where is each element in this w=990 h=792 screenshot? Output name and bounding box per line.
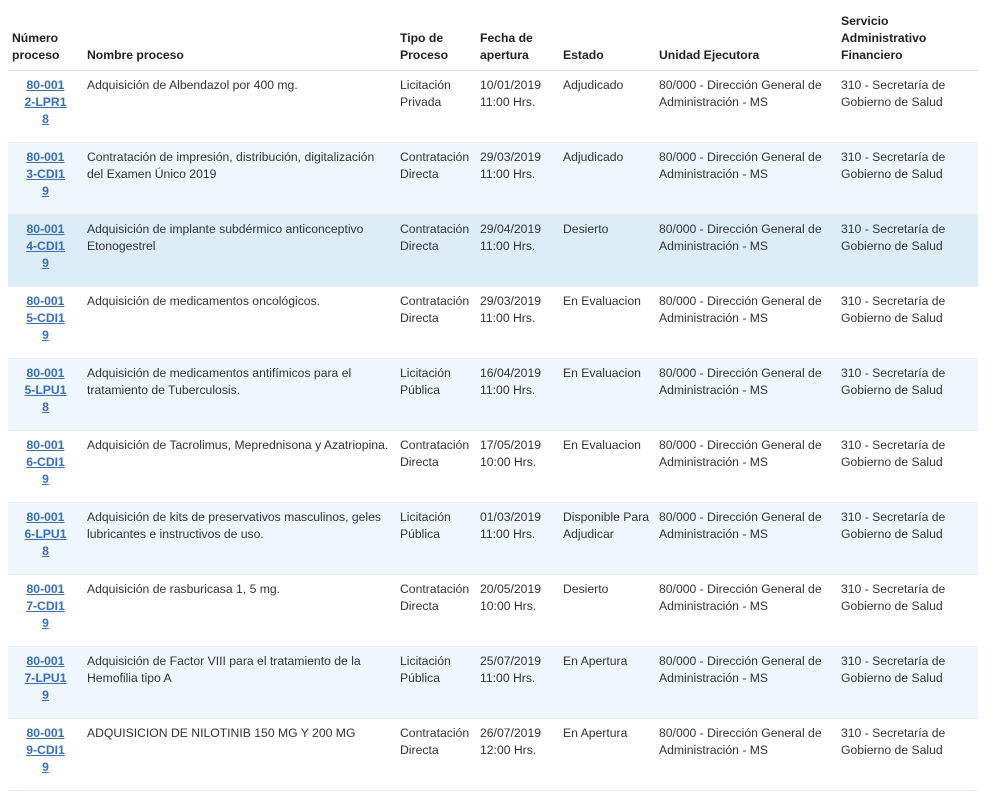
header-numero-proceso: Número proceso <box>8 0 83 71</box>
cell-tipo: Contratación Directa <box>396 431 476 503</box>
cell-estado: Desierto <box>559 215 655 287</box>
cell-fecha: 29/04/2019 11:00 Hrs. <box>476 215 559 287</box>
proceso-link[interactable]: 80-0017-LPU19 <box>24 654 67 702</box>
cell-servicio: 310 - Secretaría de Gobierno de Salud <box>837 359 978 431</box>
cell-fecha: 10/01/2019 11:00 Hrs. <box>476 71 559 143</box>
proceso-link[interactable]: 80-0015-CDI19 <box>26 294 65 342</box>
cell-servicio: 310 - Secretaría de Gobierno de Salud <box>837 215 978 287</box>
cell-unidad: 80/000 - Dirección General de Administración - MS <box>655 503 837 575</box>
cell-servicio: 310 - Secretaría de Gobierno de Salud <box>837 647 978 719</box>
cell-numero <box>8 503 83 575</box>
cell-numero <box>8 215 83 287</box>
table-row <box>8 143 978 215</box>
table-row <box>8 215 978 287</box>
cell-estado: En Apertura <box>559 647 655 719</box>
cell-numero <box>8 647 83 719</box>
cell-tipo: Licitación Privada <box>396 71 476 143</box>
header-unidad-ejecutora: Unidad Ejecutora <box>655 0 837 71</box>
cell-nombre: Adquisición de Tacrolimus, Meprednisona y Azatriopina. <box>83 431 396 503</box>
header-nombre-proceso: Nombre proceso <box>83 0 396 71</box>
cell-nombre: ADQUISICION DE NILOTINIB 150 MG Y 200 MG <box>83 719 396 791</box>
cell-unidad: 80/000 - Dirección General de Administración - MS <box>655 359 837 431</box>
cell-nombre: Adquisición de rasburicasa 1, 5 mg. <box>83 575 396 647</box>
cell-fecha: 26/07/2019 12:00 Hrs. <box>476 719 559 791</box>
procesos-table-container <box>8 0 978 791</box>
cell-estado: Disponible Para Adjudicar <box>559 503 655 575</box>
table-row <box>8 719 978 791</box>
cell-unidad: 80/000 - Dirección General de Administración - MS <box>655 647 837 719</box>
cell-fecha: 01/03/2019 11:00 Hrs. <box>476 503 559 575</box>
cell-estado: En Evaluacion <box>559 431 655 503</box>
cell-unidad: 80/000 - Dirección General de Administración - MS <box>655 287 837 359</box>
cell-unidad: 80/000 - Dirección General de Administración - MS <box>655 719 837 791</box>
cell-tipo: Licitación Pública <box>396 359 476 431</box>
cell-estado: Adjudicado <box>559 143 655 215</box>
cell-servicio: 310 - Secretaría de Gobierno de Salud <box>837 143 978 215</box>
cell-tipo: Licitación Pública <box>396 647 476 719</box>
table-row <box>8 71 978 143</box>
cell-fecha: 16/04/2019 11:00 Hrs. <box>476 359 559 431</box>
cell-fecha: 29/03/2019 11:00 Hrs. <box>476 287 559 359</box>
table-row <box>8 575 978 647</box>
cell-estado: Adjudicado <box>559 71 655 143</box>
cell-nombre: Adquisición de implante subdérmico anticonceptivo Etonogestrel <box>83 215 396 287</box>
cell-tipo: Contratación Directa <box>396 287 476 359</box>
cell-numero <box>8 431 83 503</box>
cell-fecha: 25/07/2019 11:00 Hrs. <box>476 647 559 719</box>
cell-tipo: Contratación Directa <box>396 143 476 215</box>
cell-nombre: Adquisición de Factor VIII para el tratamiento de la Hemofilia tipo A <box>83 647 396 719</box>
proceso-link[interactable]: 80-0013-CDI19 <box>26 150 65 198</box>
cell-fecha: 17/05/2019 10:00 Hrs. <box>476 431 559 503</box>
proceso-link[interactable]: 80-0019-CDI19 <box>26 726 65 774</box>
cell-estado: En Evaluacion <box>559 287 655 359</box>
table-header-row <box>8 0 978 71</box>
table-row <box>8 431 978 503</box>
cell-servicio: 310 - Secretaría de Gobierno de Salud <box>837 71 978 143</box>
header-servicio-administrativo: Servicio Administrativo Financiero <box>837 0 978 71</box>
header-fecha-apertura: Fecha de apertura <box>476 0 559 71</box>
cell-nombre: Adquisición de medicamentos antifímicos para el tratamiento de Tuberculosis. <box>83 359 396 431</box>
cell-numero <box>8 143 83 215</box>
cell-servicio: 310 - Secretaría de Gobierno de Salud <box>837 503 978 575</box>
proceso-link[interactable]: 80-0014-CDI19 <box>26 222 65 270</box>
cell-numero <box>8 575 83 647</box>
cell-nombre: Contratación de impresión, distribución, digitalización del Examen Único 2019 <box>83 143 396 215</box>
table-row <box>8 359 978 431</box>
cell-nombre: Adquisición de Albendazol por 400 mg. <box>83 71 396 143</box>
cell-tipo: Contratación Directa <box>396 719 476 791</box>
cell-servicio: 310 - Secretaría de Gobierno de Salud <box>837 287 978 359</box>
cell-fecha: 20/05/2019 10:00 Hrs. <box>476 575 559 647</box>
cell-servicio: 310 - Secretaría de Gobierno de Salud <box>837 575 978 647</box>
cell-numero <box>8 287 83 359</box>
proceso-link[interactable]: 80-0016-LPU18 <box>24 510 67 558</box>
procesos-table <box>8 0 978 791</box>
proceso-link[interactable]: 80-0017-CDI19 <box>26 582 65 630</box>
cell-unidad: 80/000 - Dirección General de Administración - MS <box>655 431 837 503</box>
cell-numero <box>8 359 83 431</box>
cell-servicio: 310 - Secretaría de Gobierno de Salud <box>837 719 978 791</box>
cell-nombre: Adquisición de kits de preservativos masculinos, geles lubricantes e instructivos de uso. <box>83 503 396 575</box>
table-row <box>8 287 978 359</box>
proceso-link[interactable]: 80-0016-CDI19 <box>26 438 65 486</box>
table-row <box>8 647 978 719</box>
cell-unidad: 80/000 - Dirección General de Administración - MS <box>655 575 837 647</box>
cell-servicio: 310 - Secretaría de Gobierno de Salud <box>837 431 978 503</box>
cell-estado: En Apertura <box>559 719 655 791</box>
cell-tipo: Contratación Directa <box>396 575 476 647</box>
cell-unidad: 80/000 - Dirección General de Administración - MS <box>655 143 837 215</box>
header-estado: Estado <box>559 0 655 71</box>
cell-numero <box>8 71 83 143</box>
cell-unidad: 80/000 - Dirección General de Administración - MS <box>655 71 837 143</box>
header-tipo-proceso: Tipo de Proceso <box>396 0 476 71</box>
cell-unidad: 80/000 - Dirección General de Administración - MS <box>655 215 837 287</box>
cell-fecha: 29/03/2019 11:00 Hrs. <box>476 143 559 215</box>
cell-nombre: Adquisición de medicamentos oncológicos. <box>83 287 396 359</box>
cell-tipo: Licitación Pública <box>396 503 476 575</box>
proceso-link[interactable]: 80-0015-LPU18 <box>24 366 67 414</box>
cell-estado: En Evaluacion <box>559 359 655 431</box>
table-row <box>8 503 978 575</box>
cell-estado: Desierto <box>559 575 655 647</box>
cell-tipo: Contratación Directa <box>396 215 476 287</box>
proceso-link[interactable]: 80-0012-LPR18 <box>24 78 67 126</box>
cell-numero <box>8 719 83 791</box>
